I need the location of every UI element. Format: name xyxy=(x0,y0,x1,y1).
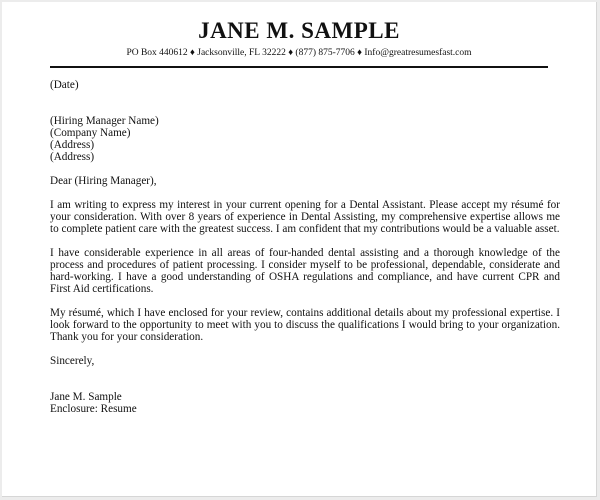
signature-name: Jane M. Sample xyxy=(50,391,122,403)
contact-info-line: PO Box 440612 ♦ Jacksonville, FL 32222 ♦ (877) 875-7706 ♦ Info@greatresumesfast.com xyxy=(126,48,472,58)
enclosure-note: Enclosure: Resume xyxy=(50,403,137,415)
spacer xyxy=(50,235,560,247)
letter-body xyxy=(50,79,560,415)
body-paragraph-3: My résumé, which I have enclosed for your review, contains additional details about my professional expertise. I look forward to the opportunity to meet with you to discuss the qualifications I would bring to your organization. Thank you for your consideration. xyxy=(50,307,560,343)
body-paragraph-1: I am writing to express my interest in your current opening for a Dental Assistant. Please accept my résumé for your consideration. With over 8 years of experience in Dental Assisting, my comprehensive expertise allows me to complete patient care with the greatest success. I am confident that my contributions would be a valuable asset. xyxy=(50,199,560,235)
recipient-address-block xyxy=(50,115,560,163)
spacer xyxy=(50,187,560,199)
spacer xyxy=(50,91,560,103)
recipient-name: (Hiring Manager Name) xyxy=(50,115,159,127)
spacer xyxy=(50,295,560,307)
spacer xyxy=(50,103,560,115)
recipient-company: (Company Name) xyxy=(50,127,131,139)
spacer xyxy=(50,367,560,379)
spacer xyxy=(50,379,560,391)
applicant-name-heading: JANE M. SAMPLE xyxy=(198,18,400,43)
spacer xyxy=(50,163,560,175)
closing: Sincerely, xyxy=(50,355,95,367)
letter-page xyxy=(2,2,597,497)
salutation: Dear (Hiring Manager), xyxy=(50,175,157,187)
letter-date: (Date) xyxy=(50,79,79,91)
recipient-address-line: (Address) xyxy=(50,151,95,163)
header-divider xyxy=(50,66,548,68)
spacer xyxy=(50,343,560,355)
recipient-address-line: (Address) xyxy=(50,139,95,151)
body-paragraph-2: I have considerable experience in all areas of four-handed dental assisting and a thorough knowledge of the process and procedures of patient processing. I consider myself to be professional, dependable, considerate and hard-working. I have a good understanding of OSHA regulations and compliance, and have current CPR and First Aid certifications. xyxy=(50,247,560,295)
